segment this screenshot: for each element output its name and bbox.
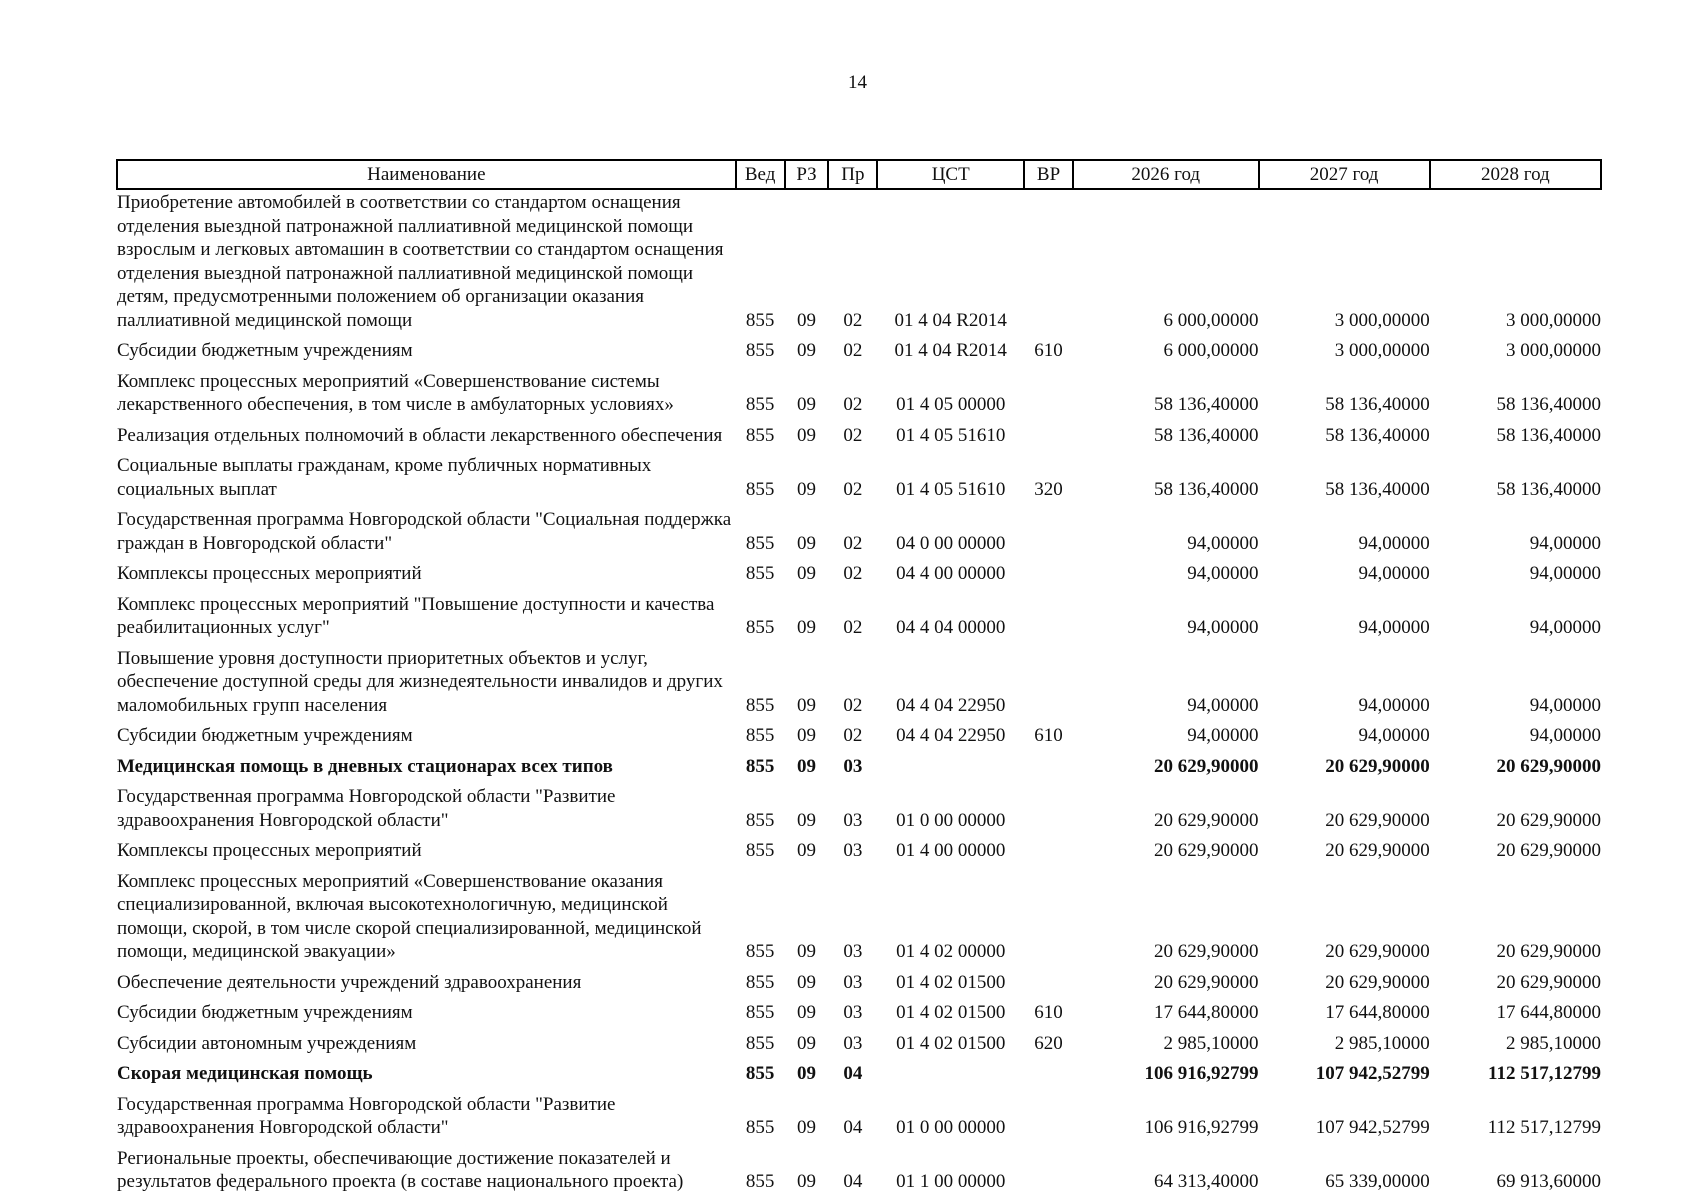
cell-pr: 04 <box>843 1063 863 1084</box>
cell-ved: 855 <box>745 532 775 554</box>
cell-2026: 106 916,92799 <box>1144 1063 1259 1084</box>
cell-name: Субсидии бюджетным учреждениям <box>117 1002 413 1023</box>
cell-2028: 94,00000 <box>1529 532 1601 554</box>
cell-2027: 94,00000 <box>1358 563 1430 584</box>
cell-cst: 04 4 04 22950 <box>896 725 1006 746</box>
cell-name: Субсидии бюджетным учреждениям <box>117 725 413 746</box>
table-row <box>117 333 1601 364</box>
header-rz: РЗ <box>785 160 829 189</box>
cell-pr: 02 <box>843 617 863 638</box>
cell-rz: 09 <box>797 563 816 584</box>
cell-2028: 58 136,40000 <box>1496 424 1601 446</box>
cell-name: Комплекс процессных мероприятий "Повышение доступности и качества реабилитационных услуг" <box>117 593 715 638</box>
cell-rz: 09 <box>797 755 816 777</box>
cell-2028: 17 644,80000 <box>1496 1002 1601 1023</box>
cell-name: Государственная программа Новгородской области "Развитие здравоохранения Новгородской области" <box>117 786 616 831</box>
cell-rz: 09 <box>797 1002 816 1023</box>
cell-rz: 09 <box>797 1117 816 1138</box>
cell-2027: 20 629,90000 <box>1325 941 1430 962</box>
cell-2028: 58 136,40000 <box>1496 394 1601 415</box>
table-row <box>117 418 1601 449</box>
header-2028: 2028 год <box>1430 160 1601 189</box>
table-body <box>117 189 1601 1195</box>
cell-rz: 09 <box>797 617 816 638</box>
cell-ved: 855 <box>745 563 775 584</box>
table-row <box>117 1087 1601 1141</box>
cell-cst <box>877 749 1024 780</box>
cell-ved: 855 <box>745 309 775 331</box>
header-ved: Вед <box>736 160 785 189</box>
cell-cst: 01 4 05 00000 <box>896 394 1006 415</box>
cell-vr <box>1024 502 1073 556</box>
cell-ved: 855 <box>745 725 775 746</box>
cell-ved: 855 <box>745 1171 775 1192</box>
cell-2027: 17 644,80000 <box>1325 1002 1430 1023</box>
header-vr: ВР <box>1024 160 1073 189</box>
cell-vr: 610 <box>1034 725 1063 746</box>
cell-name: Субсидии бюджетным учреждениям <box>117 340 413 361</box>
cell-2027: 20 629,90000 <box>1325 840 1430 861</box>
cell-2026: 94,00000 <box>1187 532 1259 554</box>
cell-ved: 855 <box>745 340 775 361</box>
cell-2028: 20 629,90000 <box>1496 809 1601 831</box>
cell-pr: 04 <box>843 1171 863 1192</box>
cell-rz: 09 <box>797 941 816 962</box>
cell-2026: 58 136,40000 <box>1154 424 1259 446</box>
cell-2026: 2 985,10000 <box>1163 1032 1259 1054</box>
cell-ved: 855 <box>745 755 775 777</box>
cell-pr: 03 <box>843 755 863 777</box>
table-row <box>117 1056 1601 1087</box>
cell-2028: 20 629,90000 <box>1496 971 1601 993</box>
cell-2028: 20 629,90000 <box>1496 840 1601 861</box>
cell-vr <box>1024 587 1073 641</box>
cell-2027: 65 339,00000 <box>1325 1171 1430 1192</box>
cell-pr: 02 <box>843 725 863 746</box>
cell-2026: 17 644,80000 <box>1154 1002 1259 1023</box>
cell-cst: 04 4 04 22950 <box>896 694 1006 716</box>
cell-2026: 6 000,00000 <box>1163 340 1259 361</box>
cell-2027: 94,00000 <box>1358 532 1430 554</box>
cell-cst: 01 4 04 R2014 <box>894 309 1007 331</box>
cell-ved: 855 <box>745 809 775 831</box>
cell-2027: 94,00000 <box>1358 694 1430 716</box>
table-row <box>117 1141 1601 1195</box>
cell-rz: 09 <box>797 309 816 331</box>
cell-name: Субсидии автономным учреждениям <box>117 1032 417 1054</box>
cell-pr: 02 <box>843 394 863 415</box>
cell-2027: 94,00000 <box>1358 725 1430 746</box>
table-row <box>117 502 1601 556</box>
cell-2027: 20 629,90000 <box>1325 971 1430 993</box>
cell-2027: 107 942,52799 <box>1315 1117 1430 1138</box>
cell-2027: 58 136,40000 <box>1325 424 1430 446</box>
cell-rz: 09 <box>797 840 816 861</box>
cell-ved: 855 <box>745 478 775 500</box>
cell-rz: 09 <box>797 340 816 361</box>
cell-name: Комплексы процессных мероприятий <box>117 563 422 584</box>
cell-vr: 620 <box>1034 1032 1063 1054</box>
cell-pr: 02 <box>843 478 863 500</box>
table-row <box>117 556 1601 587</box>
cell-2028: 58 136,40000 <box>1496 478 1601 500</box>
cell-2026: 20 629,90000 <box>1154 971 1259 993</box>
table-row <box>117 718 1601 749</box>
cell-2026: 94,00000 <box>1187 725 1259 746</box>
cell-2027: 3 000,00000 <box>1334 309 1430 331</box>
cell-ved: 855 <box>745 394 775 415</box>
cell-pr: 03 <box>843 1002 863 1023</box>
cell-ved: 855 <box>745 694 775 716</box>
cell-2026: 20 629,90000 <box>1154 809 1259 831</box>
cell-name: Медицинская помощь в дневных стационарах всех типов <box>117 755 613 777</box>
cell-cst: 01 4 05 51610 <box>896 478 1006 500</box>
cell-2026: 20 629,90000 <box>1154 941 1259 962</box>
cell-vr: 320 <box>1034 478 1063 500</box>
cell-vr <box>1024 965 1073 996</box>
table-row <box>117 1026 1601 1057</box>
cell-2026: 94,00000 <box>1187 694 1259 716</box>
table-row <box>117 587 1601 641</box>
cell-ved: 855 <box>745 1063 775 1084</box>
table-row <box>117 448 1601 502</box>
cell-cst: 01 4 05 51610 <box>896 424 1006 446</box>
cell-name: Скорая медицинская помощь <box>117 1063 373 1084</box>
cell-name: Реализация отдельных полномочий в области лекарственного обеспечения <box>117 424 723 446</box>
cell-name: Повышение уровня доступности приоритетных объектов и услуг, обеспечение доступной среды для жизнедеятельности инвалидов и других маломобильных групп населения <box>117 647 723 716</box>
cell-2027: 3 000,00000 <box>1334 340 1430 361</box>
cell-vr <box>1024 1087 1073 1141</box>
cell-rz: 09 <box>797 1171 816 1192</box>
header-2026: 2026 год <box>1073 160 1258 189</box>
cell-rz: 09 <box>797 694 816 716</box>
cell-name: Государственная программа Новгородской области "Развитие здравоохранения Новгородской области" <box>117 1093 616 1138</box>
cell-ved: 855 <box>745 1002 775 1023</box>
cell-vr: 610 <box>1034 340 1063 361</box>
cell-pr: 03 <box>843 809 863 831</box>
header-name: Наименование <box>117 160 736 189</box>
cell-pr: 02 <box>843 694 863 716</box>
cell-cst: 04 0 00 00000 <box>896 532 1006 554</box>
cell-pr: 03 <box>843 971 863 993</box>
cell-name: Комплекс процессных мероприятий «Совершенствование оказания специализированной, включая высокотехнологичную, медицинской помощи, скорой, в том числе скорой специализированной, медицинской помощи, медицинской эвакуации» <box>117 870 702 962</box>
cell-vr <box>1024 418 1073 449</box>
cell-rz: 09 <box>797 725 816 746</box>
cell-pr: 04 <box>843 1117 863 1138</box>
cell-2028: 94,00000 <box>1529 563 1601 584</box>
cell-ved: 855 <box>745 941 775 962</box>
cell-pr: 03 <box>843 1032 863 1054</box>
cell-2028: 94,00000 <box>1529 617 1601 638</box>
cell-vr <box>1024 189 1073 333</box>
cell-cst: 01 1 00 00000 <box>896 1171 1006 1192</box>
cell-rz: 09 <box>797 971 816 993</box>
cell-name: Комплекс процессных мероприятий «Совершенствование системы лекарственного обеспечения, в том числе в амбулаторных условиях» <box>117 370 674 415</box>
cell-cst: 01 4 02 01500 <box>896 1032 1006 1054</box>
cell-vr: 610 <box>1034 1002 1063 1023</box>
cell-ved: 855 <box>745 971 775 993</box>
cell-cst: 01 4 00 00000 <box>896 840 1006 861</box>
cell-name: Социальные выплаты гражданам, кроме публичных нормативных социальных выплат <box>117 455 652 500</box>
cell-rz: 09 <box>797 532 816 554</box>
cell-2027: 20 629,90000 <box>1325 755 1430 777</box>
cell-cst: 01 4 02 01500 <box>896 1002 1006 1023</box>
header-pr: Пр <box>828 160 877 189</box>
cell-2028: 3 000,00000 <box>1506 340 1601 361</box>
cell-vr <box>1024 864 1073 965</box>
cell-vr <box>1024 641 1073 719</box>
cell-2026: 20 629,90000 <box>1154 840 1259 861</box>
cell-ved: 855 <box>745 840 775 861</box>
cell-cst: 01 0 00 00000 <box>896 1117 1006 1138</box>
page-number: 14 <box>848 72 867 93</box>
cell-2026: 94,00000 <box>1187 617 1259 638</box>
cell-cst: 01 4 02 00000 <box>896 941 1006 962</box>
cell-2028: 20 629,90000 <box>1496 755 1601 777</box>
cell-ved: 855 <box>745 424 775 446</box>
cell-ved: 855 <box>745 617 775 638</box>
table-row <box>117 965 1601 996</box>
cell-2027: 107 942,52799 <box>1315 1063 1430 1084</box>
cell-2026: 58 136,40000 <box>1154 478 1259 500</box>
table-header <box>117 160 1601 189</box>
cell-cst: 01 4 02 01500 <box>896 971 1006 993</box>
cell-cst <box>877 1056 1024 1087</box>
cell-2028: 112 517,12799 <box>1487 1117 1601 1138</box>
cell-2027: 58 136,40000 <box>1325 478 1430 500</box>
table-row <box>117 864 1601 965</box>
cell-name: Региональные проекты, обеспечивающие достижение показателей и результатов федерального проекта (в составе национального проекта) <box>117 1147 684 1192</box>
cell-2028: 94,00000 <box>1529 725 1601 746</box>
cell-pr: 02 <box>843 309 863 331</box>
cell-ved: 855 <box>745 1032 775 1054</box>
cell-2028: 2 985,10000 <box>1506 1032 1601 1054</box>
cell-name: Приобретение автомобилей в соответствии со стандартом оснащения отделения выездной патронажной паллиативной медицинской помощи взрослым и легковых автомашин в соответствии со стандартом оснащения отделения выездной патронажной паллиативной медицинской помощи детям, предусмотренными положением об организации оказания паллиативной медицинской помощи <box>117 192 724 331</box>
cell-2028: 3 000,00000 <box>1506 309 1601 331</box>
cell-rz: 09 <box>797 424 816 446</box>
cell-2026: 106 916,92799 <box>1144 1117 1259 1138</box>
cell-2027: 2 985,10000 <box>1334 1032 1430 1054</box>
table-row <box>117 641 1601 719</box>
cell-rz: 09 <box>797 478 816 500</box>
cell-2027: 20 629,90000 <box>1325 809 1430 831</box>
cell-pr: 03 <box>843 840 863 861</box>
header-cst: ЦСТ <box>877 160 1024 189</box>
cell-pr: 03 <box>843 941 863 962</box>
cell-name: Обеспечение деятельности учреждений здравоохранения <box>117 971 582 993</box>
cell-cst: 04 4 04 00000 <box>896 617 1006 638</box>
cell-vr <box>1024 1141 1073 1195</box>
cell-vr <box>1024 749 1073 780</box>
cell-vr <box>1024 1056 1073 1087</box>
cell-pr: 02 <box>843 532 863 554</box>
cell-rz: 09 <box>797 394 816 415</box>
cell-pr: 02 <box>843 340 863 361</box>
table-row <box>117 833 1601 864</box>
cell-rz: 09 <box>797 1063 816 1084</box>
cell-2027: 58 136,40000 <box>1325 394 1430 415</box>
cell-vr <box>1024 779 1073 833</box>
cell-2028: 20 629,90000 <box>1496 941 1601 962</box>
cell-2028: 112 517,12799 <box>1488 1063 1601 1084</box>
cell-rz: 09 <box>797 1032 816 1054</box>
cell-2026: 6 000,00000 <box>1163 309 1259 331</box>
cell-vr <box>1024 833 1073 864</box>
cell-cst: 01 0 00 00000 <box>896 809 1006 831</box>
cell-vr <box>1024 556 1073 587</box>
cell-2028: 94,00000 <box>1529 694 1601 716</box>
table-row <box>117 189 1601 333</box>
cell-2026: 64 313,40000 <box>1154 1171 1259 1192</box>
cell-pr: 02 <box>843 563 863 584</box>
cell-cst: 04 4 00 00000 <box>896 563 1006 584</box>
cell-2026: 58 136,40000 <box>1154 394 1259 415</box>
budget-table <box>116 159 1602 1195</box>
table-row <box>117 749 1601 780</box>
cell-2026: 20 629,90000 <box>1154 755 1259 777</box>
table-row <box>117 779 1601 833</box>
table-row <box>117 995 1601 1026</box>
cell-cst: 01 4 04 R2014 <box>894 340 1007 361</box>
cell-vr <box>1024 364 1073 418</box>
cell-2027: 94,00000 <box>1358 617 1430 638</box>
cell-2028: 69 913,60000 <box>1496 1171 1601 1192</box>
cell-name: Государственная программа Новгородской области "Социальная поддержка граждан в Новгородской области" <box>117 509 732 554</box>
cell-name: Комплексы процессных мероприятий <box>117 840 422 861</box>
header-2027: 2027 год <box>1259 160 1430 189</box>
cell-ved: 855 <box>745 1117 775 1138</box>
cell-pr: 02 <box>843 424 863 446</box>
table-row <box>117 364 1601 418</box>
cell-rz: 09 <box>797 809 816 831</box>
cell-2026: 94,00000 <box>1187 563 1259 584</box>
